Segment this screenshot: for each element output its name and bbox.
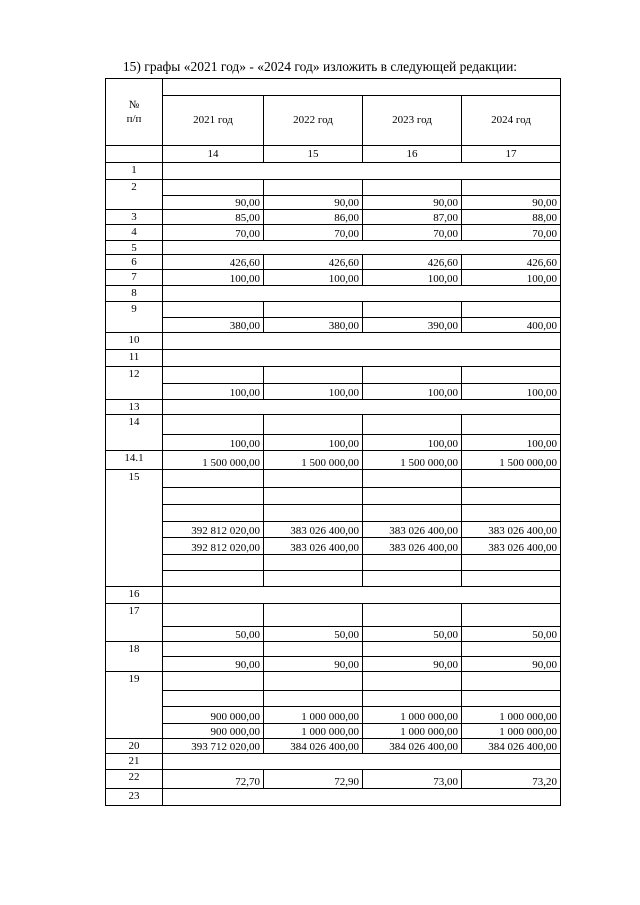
value-cell <box>363 571 462 587</box>
value-cell <box>363 604 462 627</box>
table-row <box>106 754 561 770</box>
row-number-cell: 21 <box>106 754 163 770</box>
value-cell: 1 500 000,00 <box>363 451 462 470</box>
value-cell <box>163 604 264 627</box>
value-cell: 72,70 <box>163 770 264 789</box>
value-cell <box>163 302 264 318</box>
row-number-cell: 3 <box>106 210 163 225</box>
value-cell <box>462 470 561 488</box>
value-cell: 90,00 <box>363 657 462 672</box>
table-row <box>106 451 561 470</box>
row-number-cell: 22 <box>106 770 163 789</box>
table-row <box>106 470 561 488</box>
column-number-blank <box>106 146 163 163</box>
value-cell: 1 500 000,00 <box>163 451 264 470</box>
table-row <box>106 538 561 555</box>
table-row <box>106 196 561 210</box>
value-cell: 90,00 <box>264 196 363 210</box>
header-years-row <box>106 96 561 146</box>
table-row <box>106 241 561 255</box>
value-cell <box>462 180 561 196</box>
table-row <box>106 604 561 627</box>
value-cell: 100,00 <box>363 384 462 400</box>
value-cell: 50,00 <box>163 627 264 642</box>
value-cell: 86,00 <box>264 210 363 225</box>
value-cell <box>462 367 561 384</box>
value-cell <box>264 571 363 587</box>
value-cell: 383 026 400,00 <box>363 538 462 555</box>
column-number-15: 15 <box>264 146 363 163</box>
year-header-2022: 2022 год <box>264 96 363 146</box>
value-cell: 1 000 000,00 <box>363 724 462 739</box>
value-cell <box>462 415 561 435</box>
table-row <box>106 255 561 270</box>
value-cell: 90,00 <box>462 657 561 672</box>
value-cell: 90,00 <box>163 657 264 672</box>
value-cell: 100,00 <box>163 435 264 451</box>
value-cell: 87,00 <box>363 210 462 225</box>
row-number-cell: 11 <box>106 350 163 367</box>
table-row <box>106 657 561 672</box>
empty-value-band <box>163 789 561 806</box>
value-cell: 100,00 <box>363 435 462 451</box>
value-cell <box>462 672 561 691</box>
row-number-cell: 6 <box>106 255 163 270</box>
value-cell <box>462 555 561 571</box>
value-cell <box>163 555 264 571</box>
value-cell: 100,00 <box>264 435 363 451</box>
value-cell: 90,00 <box>163 196 264 210</box>
value-cell: 90,00 <box>363 196 462 210</box>
table-row <box>106 587 561 604</box>
row-number-cell: 5 <box>106 241 163 255</box>
value-cell: 393 712 020,00 <box>163 739 264 754</box>
row-number-cell: 17 <box>106 604 163 642</box>
table-row <box>106 225 561 241</box>
table-row <box>106 707 561 724</box>
value-cell <box>264 180 363 196</box>
value-cell <box>163 180 264 196</box>
value-cell: 383 026 400,00 <box>462 522 561 538</box>
value-cell: 1 000 000,00 <box>462 707 561 724</box>
value-cell <box>363 302 462 318</box>
table-row <box>106 571 561 587</box>
table-row <box>106 350 561 367</box>
value-cell <box>163 505 264 522</box>
value-cell <box>462 505 561 522</box>
value-cell: 100,00 <box>163 384 264 400</box>
row-number-cell: 13 <box>106 400 163 415</box>
value-cell: 392 812 020,00 <box>163 538 264 555</box>
row-number-cell: 12 <box>106 367 163 400</box>
value-cell: 426,60 <box>264 255 363 270</box>
value-cell <box>264 367 363 384</box>
value-cell: 1 000 000,00 <box>462 724 561 739</box>
value-cell: 390,00 <box>363 318 462 333</box>
column-number-16: 16 <box>363 146 462 163</box>
row-number-header-abbr: п/п <box>126 113 142 125</box>
table-row <box>106 367 561 384</box>
empty-value-band <box>163 754 561 770</box>
value-cell <box>163 672 264 691</box>
value-cell <box>363 415 462 435</box>
value-cell <box>264 642 363 657</box>
table-row <box>106 691 561 707</box>
year-header-2021: 2021 год <box>163 96 264 146</box>
value-cell <box>163 691 264 707</box>
value-cell: 392 812 020,00 <box>163 522 264 538</box>
value-cell <box>363 555 462 571</box>
table-row <box>106 555 561 571</box>
empty-value-band <box>163 333 561 350</box>
value-cell <box>264 470 363 488</box>
value-cell <box>163 488 264 505</box>
value-cell: 72,90 <box>264 770 363 789</box>
value-cell: 70,00 <box>163 225 264 241</box>
table-row <box>106 318 561 333</box>
value-cell <box>363 642 462 657</box>
value-cell <box>163 415 264 435</box>
value-cell: 100,00 <box>462 270 561 286</box>
table-row <box>106 435 561 451</box>
value-cell: 1 000 000,00 <box>264 707 363 724</box>
table-row <box>106 522 561 538</box>
empty-value-band <box>163 400 561 415</box>
value-cell: 1 000 000,00 <box>264 724 363 739</box>
value-cell <box>363 180 462 196</box>
value-cell: 383 026 400,00 <box>363 522 462 538</box>
value-cell: 100,00 <box>264 270 363 286</box>
table-row <box>106 770 561 789</box>
year-header-2023: 2023 год <box>363 96 462 146</box>
table-row <box>106 672 561 691</box>
value-cell <box>264 672 363 691</box>
value-cell <box>163 367 264 384</box>
value-cell: 90,00 <box>264 657 363 672</box>
value-cell: 900 000,00 <box>163 707 264 724</box>
value-cell: 380,00 <box>163 318 264 333</box>
row-number-cell: 1 <box>106 163 163 180</box>
value-cell: 100,00 <box>462 384 561 400</box>
table-row <box>106 415 561 435</box>
value-cell <box>462 642 561 657</box>
value-cell: 100,00 <box>363 270 462 286</box>
row-number-header-cell <box>106 79 163 146</box>
empty-value-band <box>163 350 561 367</box>
row-number-cell: 8 <box>106 286 163 302</box>
table-row <box>106 210 561 225</box>
table-body <box>106 79 561 806</box>
value-cell: 50,00 <box>462 627 561 642</box>
value-cell <box>462 302 561 318</box>
value-cell <box>264 555 363 571</box>
column-number-row <box>106 146 561 163</box>
value-cell: 384 026 400,00 <box>462 739 561 754</box>
row-number-cell: 19 <box>106 672 163 739</box>
year-header-2024: 2024 год <box>462 96 561 146</box>
value-cell <box>363 488 462 505</box>
value-cell <box>363 470 462 488</box>
value-cell <box>163 470 264 488</box>
row-number-cell: 10 <box>106 333 163 350</box>
row-number-cell: 16 <box>106 587 163 604</box>
value-cell: 73,20 <box>462 770 561 789</box>
table-row <box>106 400 561 415</box>
value-cell: 384 026 400,00 <box>363 739 462 754</box>
row-number-cell: 15 <box>106 470 163 587</box>
table-row <box>106 180 561 196</box>
value-cell: 73,00 <box>363 770 462 789</box>
value-cell <box>163 642 264 657</box>
row-number-cell: 18 <box>106 642 163 672</box>
table-row <box>106 724 561 739</box>
row-number-cell: 9 <box>106 302 163 333</box>
value-cell: 70,00 <box>264 225 363 241</box>
row-number-cell: 23 <box>106 789 163 806</box>
row-number-cell: 4 <box>106 225 163 241</box>
value-cell: 383 026 400,00 <box>264 522 363 538</box>
column-number-17: 17 <box>462 146 561 163</box>
table-row <box>106 384 561 400</box>
document-heading: 15) графы «2021 год» - «2024 год» изложить в следующей редакции: <box>122 59 518 74</box>
value-cell <box>264 505 363 522</box>
row-number-header-sign: № <box>128 99 140 111</box>
table-row <box>106 270 561 286</box>
value-cell <box>264 488 363 505</box>
value-cell: 383 026 400,00 <box>462 538 561 555</box>
value-cell: 50,00 <box>264 627 363 642</box>
table-row <box>106 488 561 505</box>
value-cell: 100,00 <box>264 384 363 400</box>
table-row <box>106 163 561 180</box>
value-cell <box>264 604 363 627</box>
table-row <box>106 627 561 642</box>
value-cell <box>462 691 561 707</box>
value-cell <box>363 367 462 384</box>
row-number-cell: 7 <box>106 270 163 286</box>
column-number-14: 14 <box>163 146 264 163</box>
value-cell: 1 500 000,00 <box>462 451 561 470</box>
table-row <box>106 286 561 302</box>
header-blank-band <box>163 79 561 96</box>
value-cell: 85,00 <box>163 210 264 225</box>
empty-value-band <box>163 286 561 302</box>
value-cell: 426,60 <box>462 255 561 270</box>
value-cell: 1 500 000,00 <box>264 451 363 470</box>
value-cell <box>363 691 462 707</box>
value-cell: 70,00 <box>462 225 561 241</box>
value-cell: 1 000 000,00 <box>363 707 462 724</box>
table-row <box>106 333 561 350</box>
value-cell: 383 026 400,00 <box>264 538 363 555</box>
value-cell: 50,00 <box>363 627 462 642</box>
table-row <box>106 642 561 657</box>
value-cell <box>264 415 363 435</box>
empty-value-band <box>163 241 561 255</box>
table-row <box>106 789 561 806</box>
empty-value-band <box>163 163 561 180</box>
value-cell: 384 026 400,00 <box>264 739 363 754</box>
table-row <box>106 302 561 318</box>
empty-value-band <box>163 587 561 604</box>
table-row <box>106 505 561 522</box>
row-number-cell: 2 <box>106 180 163 210</box>
value-cell <box>264 691 363 707</box>
header-top-row <box>106 79 561 96</box>
row-number-cell: 14 <box>106 415 163 451</box>
value-cell <box>462 571 561 587</box>
value-cell: 100,00 <box>163 270 264 286</box>
value-cell <box>264 302 363 318</box>
value-cell <box>363 672 462 691</box>
value-cell: 90,00 <box>462 196 561 210</box>
table-row <box>106 739 561 754</box>
data-table <box>105 78 561 806</box>
value-cell: 426,60 <box>163 255 264 270</box>
value-cell: 400,00 <box>462 318 561 333</box>
value-cell: 88,00 <box>462 210 561 225</box>
row-number-cell: 14.1 <box>106 451 163 470</box>
value-cell: 100,00 <box>462 435 561 451</box>
row-number-cell: 20 <box>106 739 163 754</box>
value-cell: 380,00 <box>264 318 363 333</box>
value-cell <box>462 604 561 627</box>
value-cell <box>363 505 462 522</box>
value-cell: 426,60 <box>363 255 462 270</box>
value-cell: 70,00 <box>363 225 462 241</box>
value-cell: 900 000,00 <box>163 724 264 739</box>
value-cell <box>462 488 561 505</box>
value-cell <box>163 571 264 587</box>
